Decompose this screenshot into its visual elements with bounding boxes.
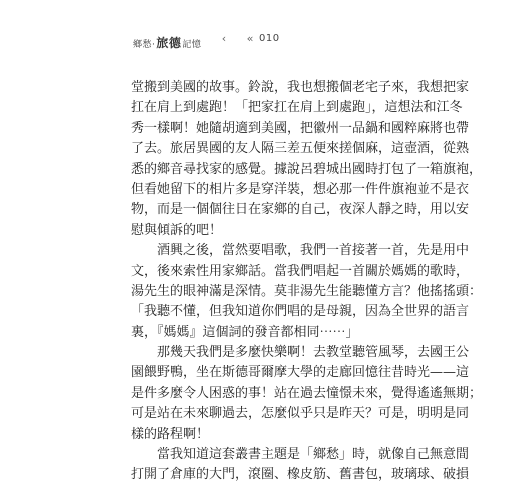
reader-header [0,0,520,56]
text-line: 秀一樣啊！她隨胡適到美國，把徽州一品鍋和國粹麻將也帶 [131,120,470,136]
text-line: 打開了倉庫的大門，滾圈、橡皮筋、舊書包，玻璃球、破損 [131,467,470,483]
page-body [131,78,483,486]
text-line: 慰與傾訴的吧！ [131,222,223,238]
text-line: 扛在肩上到處跑！「把家扛在肩上到處跑」，這想法和江冬 [131,100,463,116]
text-line: 樣的路程啊！ [131,426,210,442]
text-line: 那幾天我們是多麼快樂啊！去教堂聽管風琴，去國王公 [157,345,470,361]
book-title-part1: 鄉愁· [133,40,156,50]
page-number: 010 [259,33,280,44]
book-title-part2: 旅德 [156,36,182,50]
book-title-part3: 記憶 [182,40,202,50]
text-line: 裏，『媽媽』這個詞的發音都相同⋯⋯」 [131,324,359,340]
text-line: 但看她留下的相片多是穿洋裝，想必那一件件旗袍並不是衣 [131,181,470,197]
text-line: 文，後來索性用家鄉話。當我們唱起一首關於媽媽的歌時， [131,263,470,279]
text-line: 園餵野鴨，坐在斯德哥爾摩大學的走廊回憶往昔時光——這 [131,365,470,381]
text-line: 堂搬到美國的故事。鈴說，我也想搬個老宅子來，我想把家 [131,80,470,95]
book-title [133,34,201,48]
text-line: 物，而是一個個往日在家鄉的自己，夜深人靜之時，用以安 [131,202,470,218]
text-line: 「我聽不懂，但我知道你們唱的是母親，因為全世界的語言 [131,304,470,320]
text-line: 了去。旅居異國的友人隔三差五便來搓個麻，這壺酒，從熟 [131,141,470,157]
text-line: 可是站在未來聊過去，怎麼似乎只是昨天？可是，明明是同 [131,406,470,422]
text-line: 悉的鄉音尋找家的感覺。據說呂碧城出國時打包了一箱旗袍， [131,161,483,177]
double-chevron-left-icon[interactable]: ‹‹ [246,32,252,45]
text-line: 是件多麼令人困惑的事！站在過去憧憬未來，覺得遙遙無期； [131,385,483,401]
text-line: 酒興之後，當然要唱歌，我們一首接著一首，先是用中 [157,243,470,259]
text-line: 當我知道這套叢書主題是「鄉愁」時，就像自己無意間 [157,447,470,463]
chevron-left-icon[interactable]: ‹ [221,32,227,45]
text-line: 湯先生的眼神滿是深情。莫非湯先生能聽懂方言？他搖搖頭： [131,283,483,299]
